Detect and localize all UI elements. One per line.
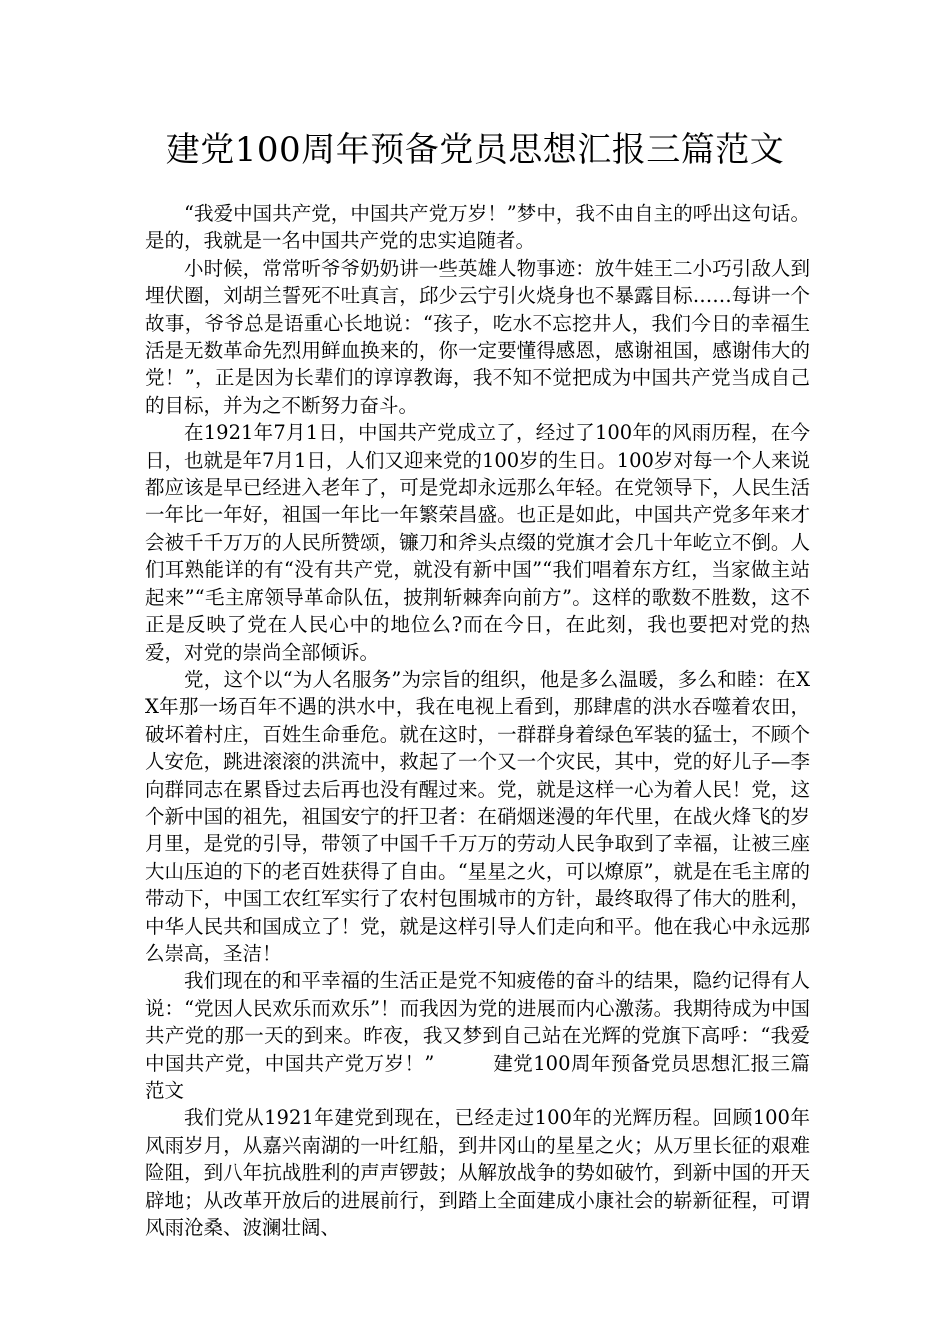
paragraph-5-text: 我们现在的和平幸福的生活正是党不知疲倦的奋斗的结果，隐约记得有人说：“党因人民欢乐而欢乐”！而我因为党的进展而内心激荡。我期待成为中国共产党的那一天的到来。昨夜，我又梦到自己站在光辉的党旗下高呼：“我爱中国共产党，中国共产党万岁！”	[145, 969, 810, 1075]
paragraph-4: 党，这个以“为人名服务”为宗旨的组织，他是多么温暖，多么和睦：在XX年那一场百年不遇的洪水中，我在电视上看到，那肆虐的洪水吞噬着农田，破坏着村庄，百姓生命垂危。就在这时，一群群身着绿色军装的猛士，不顾个人安危，跳进滚滚的洪流中，救起了一个又一个灾民，其中，党的好儿子—李向群同志在累昏过去后再也没有醒过来。党，就是这样一心为着人民！党，这个新中国的祖先，祖国安宁的扞卫者：在硝烟迷漫的年代里，在战火烽飞的岁月里，是党的引导，带领了中国千千万万的劳动人民争取到了幸福，让被三座大山压迫的下的老百姓获得了自由。“星星之火，可以燎原”，就是在毛主席的带动下，中国工农红军实行了农村包围城市的方针，最终取得了伟大的胜利，中华人民共和国成立了！党，就是这样引导人们走向和平。他在我心中永远那么崇高，圣洁！	[145, 667, 810, 965]
paragraph-2: 小时候，常常听爷爷奶奶讲一些英雄人物事迹：放牛娃王二小巧引敌人到埋伏圈，刘胡兰誓死不吐真言，邱少云宁引火烧身也不暴露目标……每讲一个故事，爷爷总是语重心长地说：“孩子，吃水不忘挖井人，我们今日的幸福生活是无数革命先烈用鲜血换来的，你一定要懂得感恩，感谢祖国，感谢伟大的党！”，正是因为长辈们的谆谆教诲，我不知不觉把成为中国共产党当成自己的目标，并为之不断努力奋斗。	[145, 256, 810, 417]
document-title: 建党100周年预备党员思想汇报三篇范文	[165, 130, 785, 170]
inline-section-heading: 建党100周年预备党员思想汇报三篇范文	[145, 1051, 810, 1102]
paragraph-3: 在1921年7月1日，中国共产党成立了，经过了100年的风雨历程，在今日，也就是年7月1日，人们又迎来党的100岁的生日。100岁对每一个人来说都应该是早已经进入老年了，可是党却永远那么年轻。在党领导下，人民生活一年比一年好，祖国一年比一年繁荣昌盛。也正是如此，中国共产党多年来才会被千千万万的人民所赞颂，镰刀和斧头点缀的党旗才会几十年屹立不倒。人们耳熟能详的有“没有共产党，就没有新中国”“我们唱着东方红，当家做主站起来”“毛主席领导革命队伍，披荆斩棘奔向前方”。这样的歌数不胜数，这不正是反映了党在人民心中的地位么?而在今日，在此刻，我也要把对党的热爱，对党的崇尚全部倾诉。	[145, 421, 810, 664]
paragraph-1: “我爱中国共产党，中国共产党万岁！”梦中，我不由自主的呼出这句话。是的，我就是一名中国共产党的忠实追随者。	[145, 202, 810, 253]
paragraph-6: 我们党从1921年建党到现在，已经走过100年的光辉历程。回顾100年风雨岁月，从嘉兴南湖的一叶红船，到井冈山的星星之火；从万里长征的艰难险阻，到八年抗战胜利的声声锣鼓；从解放战争的势如破竹，到新中国的开天辟地；从改革开放后的进展前行，到踏上全面建成小康社会的崭新征程，可谓风雨沧桑、波澜壮阔、	[145, 1106, 810, 1240]
paragraph-5	[145, 967, 810, 1104]
document-body	[145, 200, 810, 1241]
